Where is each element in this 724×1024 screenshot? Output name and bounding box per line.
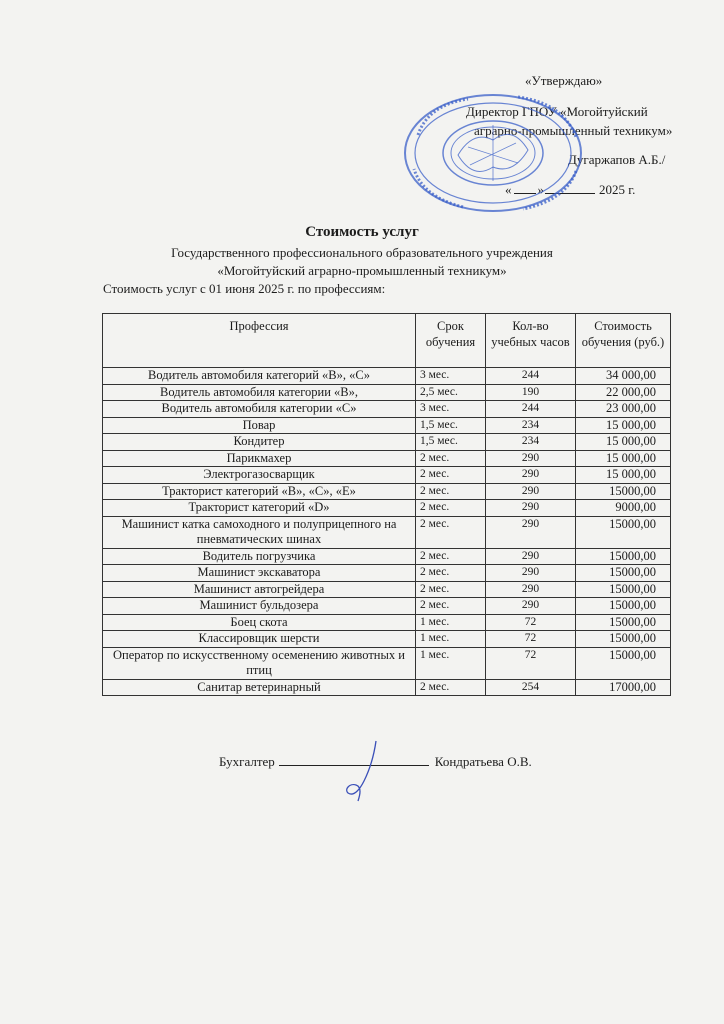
row-hours: 290: [486, 450, 576, 467]
row-price: 15000,00: [576, 581, 671, 598]
row-term: 3 мес.: [416, 401, 486, 418]
row-price: 22 000,00: [576, 384, 671, 401]
table-row: [103, 483, 671, 500]
row-price: 15000,00: [576, 614, 671, 631]
row-term: 2 мес.: [416, 679, 486, 696]
row-price: 15 000,00: [576, 467, 671, 484]
row-profession: Кондитер: [103, 434, 416, 451]
row-profession: Машинист катка самоходного и полуприцепного на пневматических шинах: [103, 516, 416, 548]
row-price: 9000,00: [576, 500, 671, 517]
row-term: 2 мес.: [416, 516, 486, 548]
row-hours: 290: [486, 598, 576, 615]
table-row: [103, 368, 671, 385]
row-price: 15 000,00: [576, 450, 671, 467]
approval-title: «Утверждаю»: [525, 73, 603, 88]
row-term: 2 мес.: [416, 450, 486, 467]
document-title: Стоимость услуг: [305, 224, 419, 240]
row-profession: Водитель автомобиля категории «С»: [103, 401, 416, 418]
accountant-name: Кондратьева О.В.: [434, 754, 532, 769]
round-seal-icon: [398, 85, 598, 225]
approval-line-1: Директор ГПОУ «Могойтуйский: [466, 104, 648, 119]
table-row: [103, 679, 671, 696]
header-hours: Кол-во учебных часов: [486, 314, 576, 368]
table-row: [103, 401, 671, 418]
row-profession: Классировщик шерсти: [103, 631, 416, 648]
table-row: [103, 500, 671, 517]
row-profession: Машинист экскаватора: [103, 565, 416, 582]
header-profession: Профессия: [103, 314, 416, 368]
row-hours: 244: [486, 368, 576, 385]
row-profession: Боец скота: [103, 614, 416, 631]
row-term: 2 мес.: [416, 500, 486, 517]
row-term: 2 мес.: [416, 548, 486, 565]
row-hours: 72: [486, 647, 576, 679]
row-price: 15000,00: [576, 598, 671, 615]
row-price: 34 000,00: [576, 368, 671, 385]
intro-text: Стоимость услуг с 01 июня 2025 г. по профессиям:: [103, 281, 386, 296]
organization-line-2: «Могойтуйский аграрно-промышленный техникум»: [217, 263, 507, 278]
table-row: [103, 631, 671, 648]
row-profession: Водитель автомобиля категорий «В», «С»: [103, 368, 416, 385]
row-term: 2 мес.: [416, 467, 486, 484]
row-term: 2 мес.: [416, 581, 486, 598]
row-hours: 234: [486, 434, 576, 451]
header-price: Стоимость обучения (руб.): [576, 314, 671, 368]
row-hours: 244: [486, 401, 576, 418]
handwritten-signature-icon: [330, 735, 400, 805]
row-price: 15000,00: [576, 548, 671, 565]
table-row: [103, 516, 671, 548]
row-hours: 290: [486, 581, 576, 598]
row-price: 17000,00: [576, 679, 671, 696]
row-hours: 72: [486, 614, 576, 631]
table-row: [103, 467, 671, 484]
row-profession: Оператор по искусственному осеменению животных и птиц: [103, 647, 416, 679]
row-price: 15000,00: [576, 516, 671, 548]
row-term: 3 мес.: [416, 368, 486, 385]
row-profession: Повар: [103, 417, 416, 434]
approval-line-2: аграрно-промышленный техникум»: [474, 123, 673, 138]
row-hours: 290: [486, 483, 576, 500]
row-price: 15000,00: [576, 565, 671, 582]
table-row: [103, 384, 671, 401]
price-table: [102, 313, 671, 696]
row-price: 15000,00: [576, 631, 671, 648]
table-row: [103, 614, 671, 631]
row-hours: 290: [486, 500, 576, 517]
row-profession: Водитель погрузчика: [103, 548, 416, 565]
table-row: [103, 581, 671, 598]
approval-block: [0, 0, 724, 210]
row-term: 1 мес.: [416, 614, 486, 631]
row-profession: Машинист автогрейдера: [103, 581, 416, 598]
table-body: [103, 368, 671, 696]
row-price: 23 000,00: [576, 401, 671, 418]
row-term: 1,5 мес.: [416, 417, 486, 434]
table-row: [103, 598, 671, 615]
row-hours: 290: [486, 467, 576, 484]
row-term: 1 мес.: [416, 647, 486, 679]
approval-signatory: Дугаржапов А.Б./: [568, 152, 666, 167]
row-profession: Водитель автомобиля категории «В»,: [103, 384, 416, 401]
table-row: [103, 434, 671, 451]
row-profession: Парикмахер: [103, 450, 416, 467]
row-hours: 190: [486, 384, 576, 401]
row-hours: 234: [486, 417, 576, 434]
row-profession: Машинист бульдозера: [103, 598, 416, 615]
row-price: 15 000,00: [576, 434, 671, 451]
organization-line-1: Государственного профессионального образовательного учреждения: [171, 245, 553, 260]
row-hours: 290: [486, 548, 576, 565]
table-row: [103, 450, 671, 467]
row-price: 15000,00: [576, 647, 671, 679]
row-hours: 72: [486, 631, 576, 648]
row-price: 15 000,00: [576, 417, 671, 434]
table-row: [103, 647, 671, 679]
row-hours: 290: [486, 516, 576, 548]
table-header-row: [103, 314, 671, 368]
row-term: 2 мес.: [416, 598, 486, 615]
row-term: 2 мес.: [416, 565, 486, 582]
table-row: [103, 565, 671, 582]
row-profession: Санитар ветеринарный: [103, 679, 416, 696]
row-profession: Электрогазосварщик: [103, 467, 416, 484]
row-term: 2 мес.: [416, 483, 486, 500]
accountant-role: Бухгалтер: [219, 754, 275, 769]
row-term: 2,5 мес.: [416, 384, 486, 401]
row-term: 1,5 мес.: [416, 434, 486, 451]
row-profession: Тракторист категорий «В», «С», «Е»: [103, 483, 416, 500]
row-hours: 290: [486, 565, 576, 582]
table-row: [103, 548, 671, 565]
row-hours: 254: [486, 679, 576, 696]
row-term: 1 мес.: [416, 631, 486, 648]
header-term: Срок обучения: [416, 314, 486, 368]
row-price: 15000,00: [576, 483, 671, 500]
approval-date: 2025 г.: [545, 181, 635, 198]
row-profession: Тракторист категорий «D»: [103, 500, 416, 517]
approval-date-open: « »: [505, 182, 544, 197]
table-row: [103, 417, 671, 434]
